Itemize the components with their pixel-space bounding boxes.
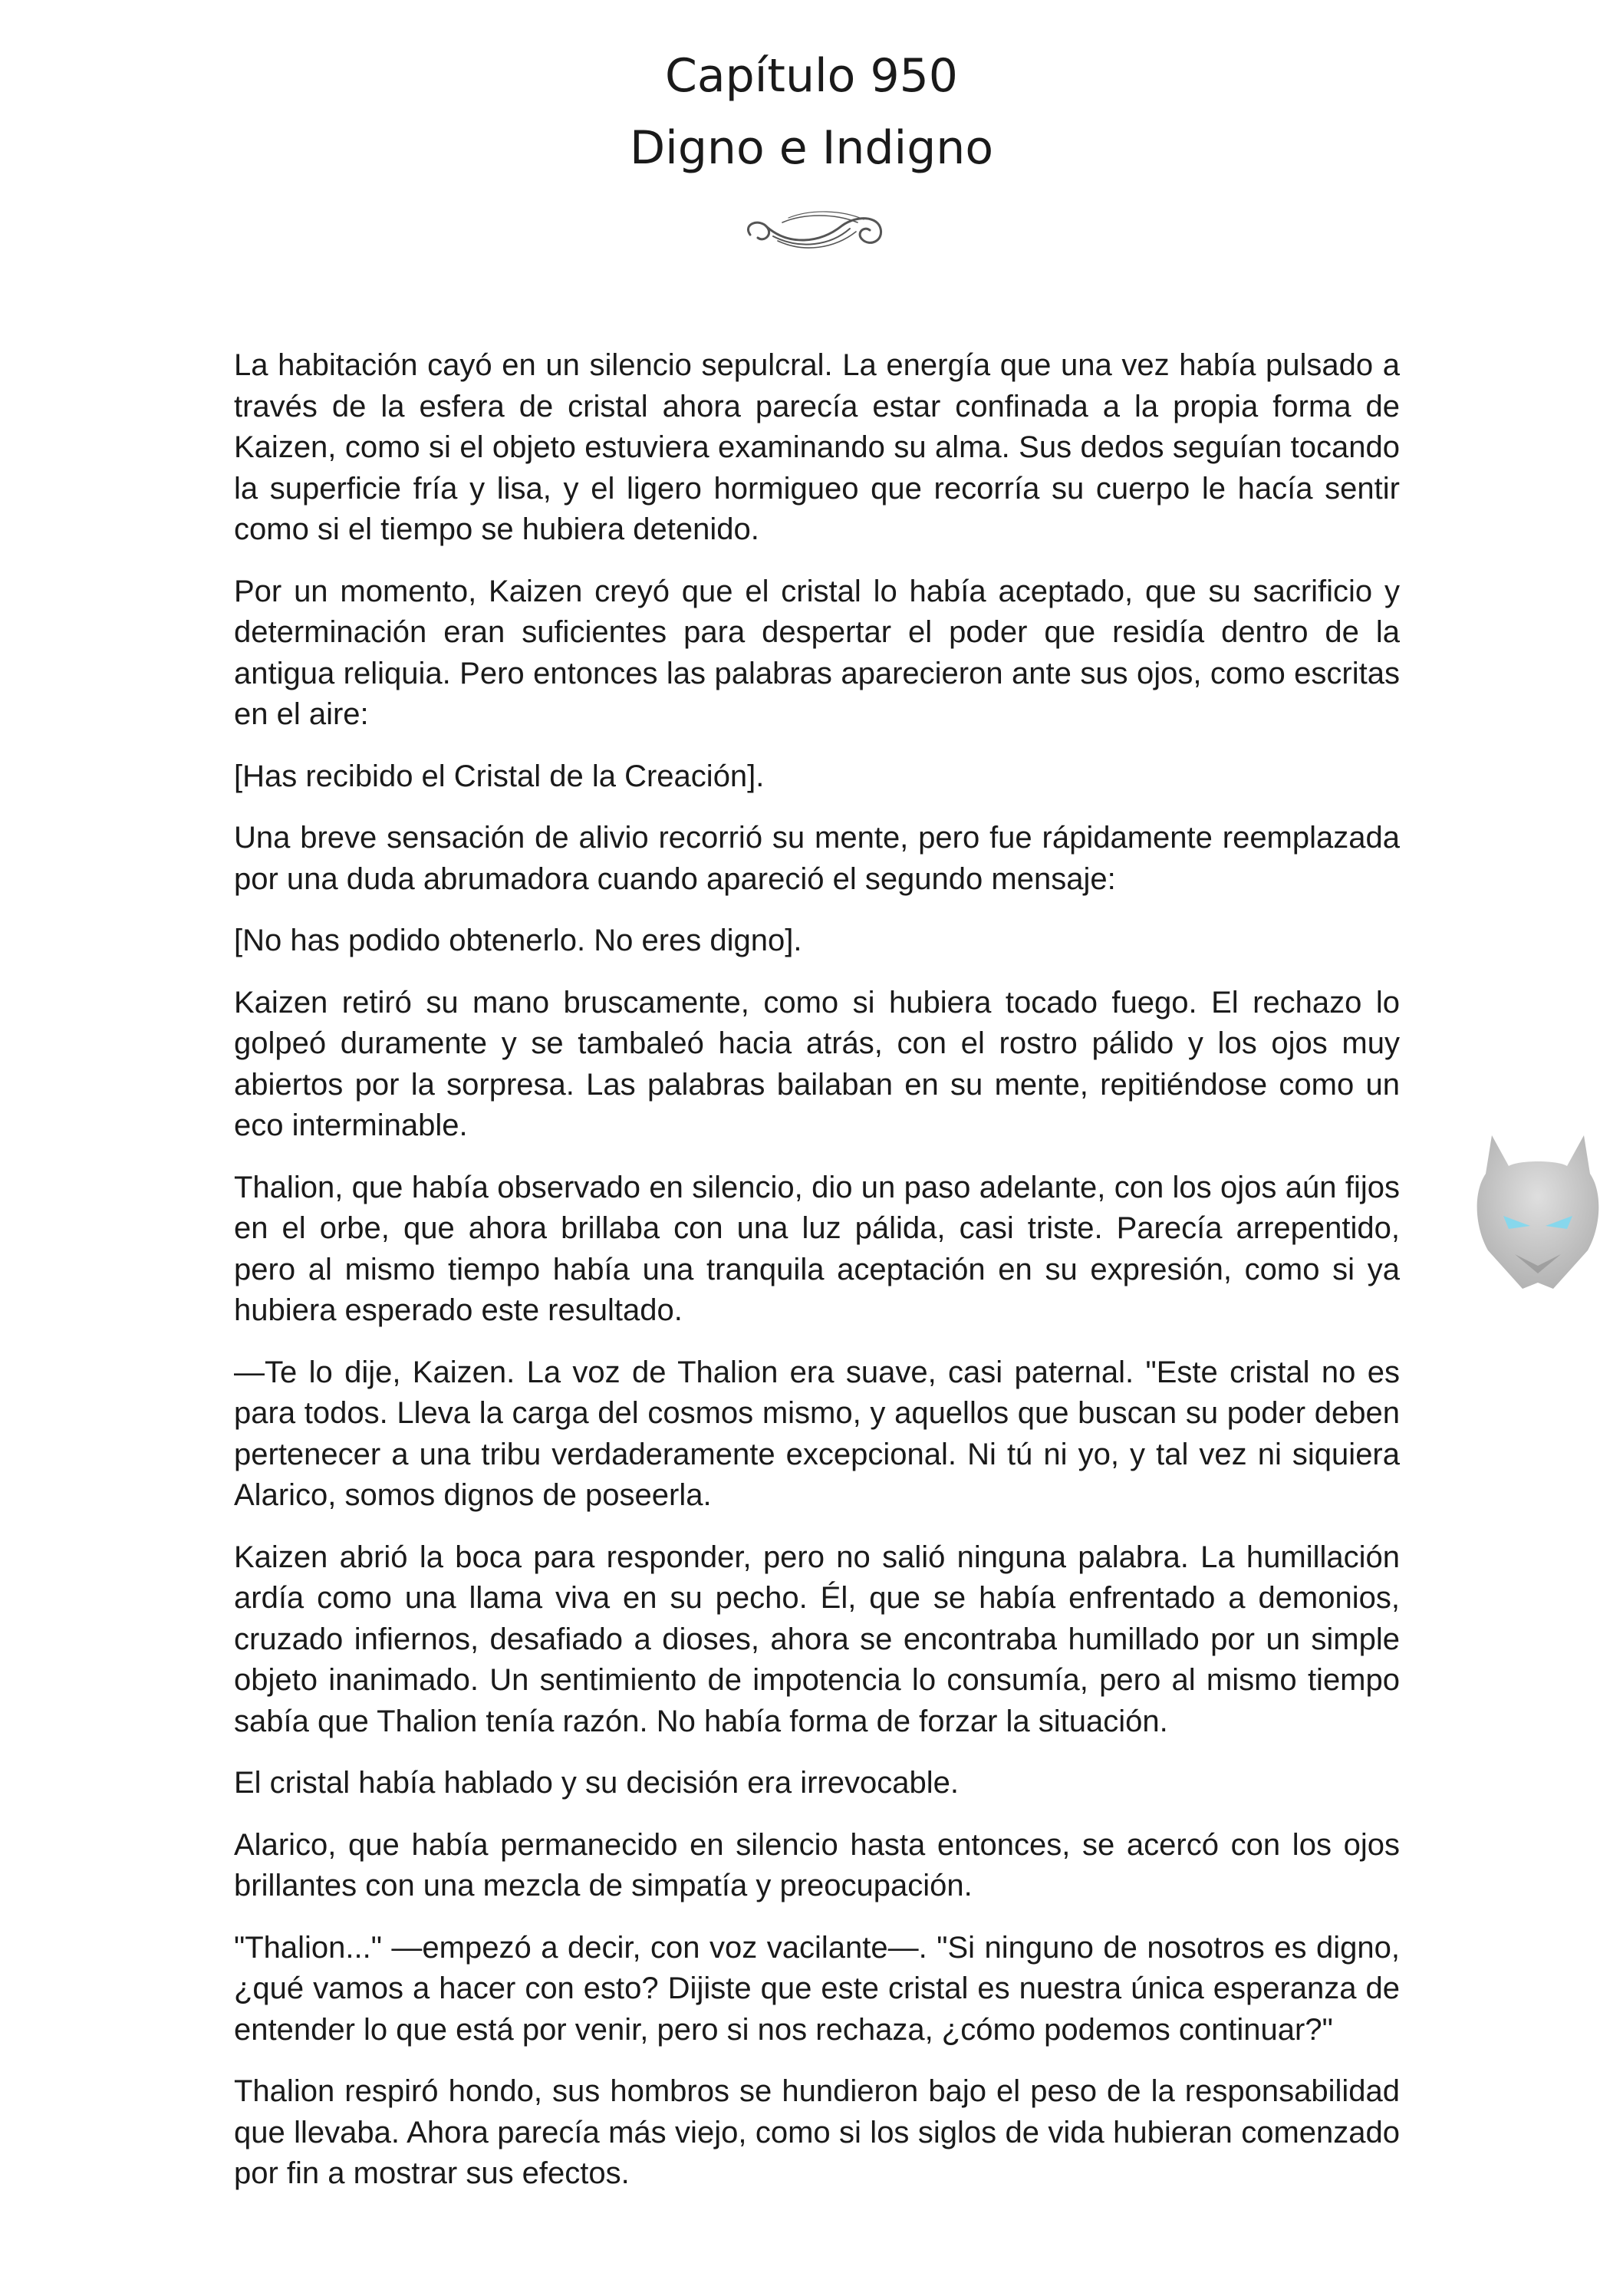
paragraph: [No has podido obtenerlo. No eres digno]. [234, 924, 802, 957]
paragraph: Thalion respiró hondo, sus hombros se hundieron bajo el peso de la responsabilidad que llevaba. Ahora parecía más viejo, como si los siglos de vida hubieran comenzado por fin a mostrar sus efectos. [234, 2074, 1400, 2190]
demon-head-watermark-icon [1461, 1120, 1615, 1296]
paragraph: El cristal había hablado y su decisión era irrevocable. [234, 1766, 959, 1800]
paragraph: Kaizen retiró su mano bruscamente, como si hubiera tocado fuego. El rechazo lo golpeó duramente y se tambaleó hacia atrás, con el rostro pálido y los ojos muy abiertos por la sorpresa. Las palabras bailaban en su mente, repitiéndose como un eco interminable. [234, 985, 1400, 1142]
chapter-header [0, 40, 1623, 262]
chapter-number: Capítulo 950 [665, 49, 958, 103]
paragraph: Por un momento, Kaizen creyó que el cristal lo había aceptado, que su sacrificio y determinación eran suficientes para despertar el poder que residía dentro de la antigua reliquia. Pero entonces las palabras aparecieron ante sus ojos, como escritas en el aire: [234, 574, 1400, 731]
flourish-divider-icon [727, 201, 896, 262]
paragraph: Kaizen abrió la boca para responder, pero no salió ninguna palabra. La humillación ardía como una llama viva en su pecho. Él, que se había enfrentado a demonios, cruzado infiernos, desafiado a dioses, ahora se encontraba humillado por un simple objeto inanimado. Un sentimiento de impotencia lo consumía, pero al mismo tiempo sabía que Thalion tenía razón. No había forma de forzar la situación. [234, 1540, 1400, 1738]
chapter-title: Digno e Indigno [629, 121, 994, 175]
paragraph: Thalion, que había observado en silencio, dio un paso adelante, con los ojos aún fijos en el orbe, que ahora brillaba con una luz pálida, casi triste. Parecía arrepentido, pero al mismo tiempo había una tranquila aceptación en su expresión, como si ya hubiera esperado este resultado. [234, 1170, 1400, 1327]
paragraph: —Te lo dije, Kaizen. La voz de Thalion era suave, casi paternal. "Este cristal no es para todos. Lleva la carga del cosmos mismo, y aquellos que buscan su poder deben pertenecer a una tribu verdaderamente excepcional. Ni tú ni yo, y tal vez ni siquiera Alarico, somos dignos de poseerla. [234, 1355, 1400, 1512]
paragraph: La habitación cayó en un silencio sepulcral. La energía que una vez había pulsado a través de la esfera de cristal ahora parecía estar confinada a la propia forma de Kaizen, como si el objeto estuviera examinando su alma. Sus dedos seguían tocando la superficie fría y lisa, y el ligero hormigueo que recorría su cuerpo le hacía sentir como si el tiempo se hubiera detenido. [234, 348, 1400, 546]
paragraph: [Has recibido el Cristal de la Creación]. [234, 759, 765, 793]
paragraph: Alarico, que había permanecido en silencio hasta entonces, se acercó con los ojos brillantes con una mezcla de simpatía y preocupación. [234, 1827, 1400, 1902]
chapter-body [234, 345, 1400, 2215]
paragraph: "Thalion..." —empezó a decir, con voz vacilante—. "Si ninguno de nosotros es digno, ¿qué vamos a hacer con esto? Dijiste que este cristal es nuestra única esperanza de entender lo que está por venir, pero si nos rechaza, ¿cómo podemos continuar?" [234, 1930, 1400, 2047]
paragraph: Una breve sensación de alivio recorrió su mente, pero fue rápidamente reemplazada por una duda abrumadora cuando apareció el segundo mensaje: [234, 821, 1400, 896]
